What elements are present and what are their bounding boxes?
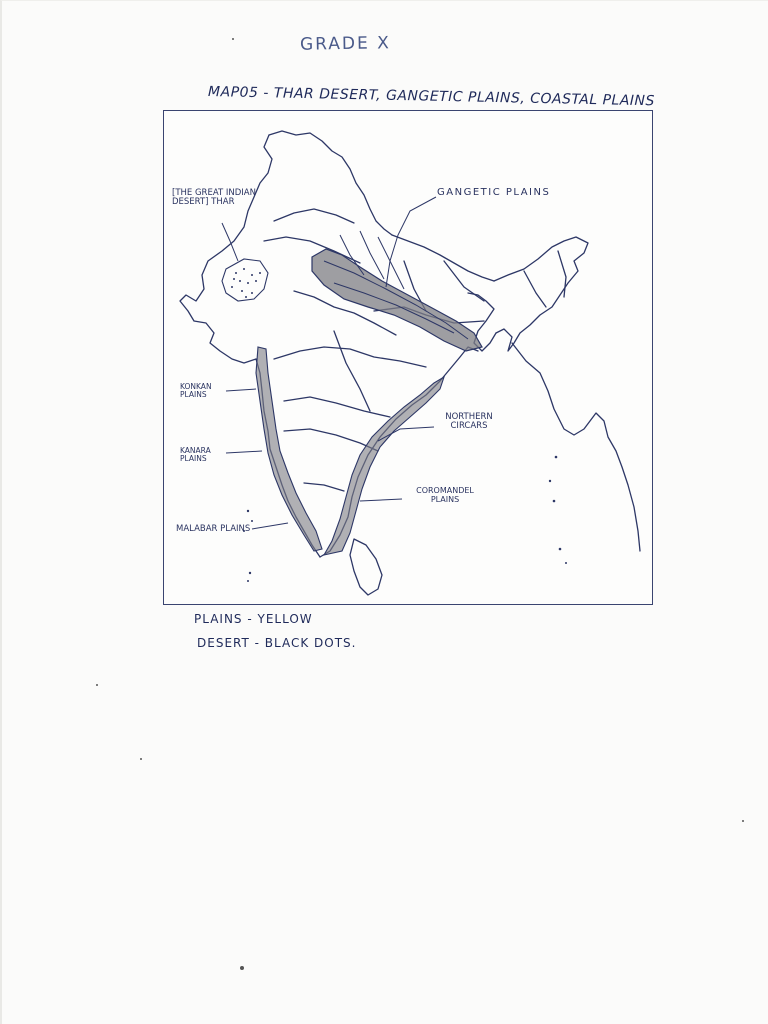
paper-speck xyxy=(232,38,234,40)
northwest-border xyxy=(180,135,272,363)
paper-speck xyxy=(742,820,744,822)
paper-speck xyxy=(140,758,142,760)
legend-plains: PLAINS - YELLOW xyxy=(194,612,313,626)
islands xyxy=(243,456,567,582)
label-northern-circars: NORTHERN CIRCARS xyxy=(445,412,493,432)
myanmar-coast xyxy=(512,343,640,551)
map-title: MAP05 - THAR DESERT, GANGETIC PLAINS, COASTAL PLAINS xyxy=(207,84,656,110)
northeast-border xyxy=(494,237,588,351)
river-1 xyxy=(274,209,354,223)
label-malabar-plains: MALABAR PLAINS xyxy=(176,524,251,534)
river-narmada xyxy=(274,347,426,367)
ne-line-2 xyxy=(558,251,566,297)
grade-heading: GRADE X xyxy=(299,33,391,55)
ne-line xyxy=(524,271,546,307)
river-kaveri xyxy=(304,483,344,491)
coromandel-circars-region xyxy=(324,377,444,555)
label-konkan-plains: KONKAN PLAINS xyxy=(180,382,212,400)
nepal-border xyxy=(392,235,494,281)
label-kanara-plains: KANARA PLAINS xyxy=(180,446,211,464)
sri-lanka xyxy=(350,539,382,595)
label-gangetic-plains: GANGETIC PLAINS xyxy=(437,187,551,198)
river-godavari xyxy=(284,397,390,417)
pointer-lines xyxy=(222,197,436,529)
state-line-2 xyxy=(334,331,370,411)
label-thar-desert: [THE GREAT INDIAN DESERT] THAR xyxy=(172,188,256,208)
gangetic-plains-region xyxy=(312,231,482,351)
north-border xyxy=(269,131,392,235)
map-frame xyxy=(163,110,653,605)
river-krishna xyxy=(284,429,378,451)
konkan-kanara-malabar-region xyxy=(256,347,322,551)
thar-desert-region xyxy=(222,259,268,301)
paper-speck xyxy=(240,966,244,970)
label-coromandel-plains: COROMANDEL PLAINS xyxy=(416,486,474,504)
legend-desert: DESERT - BLACK DOTS. xyxy=(197,636,357,650)
paper-speck xyxy=(96,684,98,686)
